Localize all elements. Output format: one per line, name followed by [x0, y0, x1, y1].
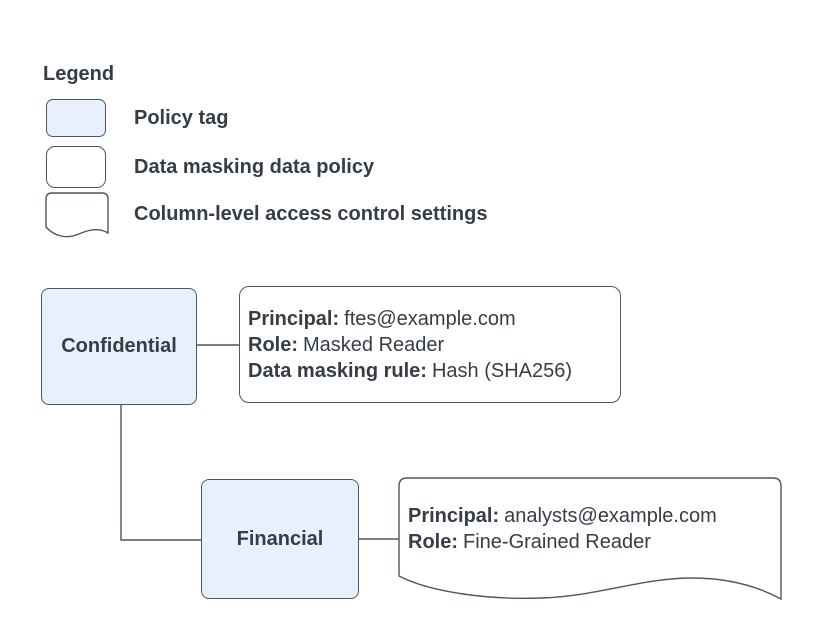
field-label: Role: [408, 531, 458, 553]
policy-field-masking-rule [248, 358, 620, 384]
policy-field-principal [248, 306, 620, 332]
connector-confidential-financial [121, 404, 201, 540]
policy-field-role [248, 332, 620, 358]
field-label: Role: [248, 333, 298, 356]
field-label: Principal: [408, 505, 500, 527]
legend-label-column-settings: Column-level access control settings [134, 203, 488, 225]
settings-field-role [408, 529, 717, 555]
field-label: Data masking rule: [248, 359, 427, 382]
field-value: analysts@example.com [504, 505, 717, 527]
legend-label-data-policy: Data masking data policy [134, 155, 375, 178]
policy-tag-confidential [41, 288, 197, 405]
field-value: Fine-Grained Reader [463, 531, 651, 553]
legend-label-policy-tag: Policy tag [134, 106, 229, 129]
field-value: Hash (SHA256) [431, 359, 573, 382]
settings-field-principal [408, 503, 717, 529]
field-value: ftes@example.com [344, 307, 516, 330]
document-swatch-shape [46, 193, 108, 237]
legend-title: Legend [43, 63, 115, 85]
policy-tag-swatch [46, 99, 106, 137]
column-settings-text [408, 503, 717, 555]
data-policy-swatch [46, 146, 106, 188]
field-label: Principal: [248, 307, 340, 330]
policy-tag-financial-label: Financial [236, 527, 324, 550]
policy-tag-confidential-label: Confidential [61, 335, 177, 357]
field-value: Masked Reader [303, 333, 445, 356]
policy-tag-financial [201, 479, 359, 599]
data-masking-policy-box [239, 286, 621, 403]
